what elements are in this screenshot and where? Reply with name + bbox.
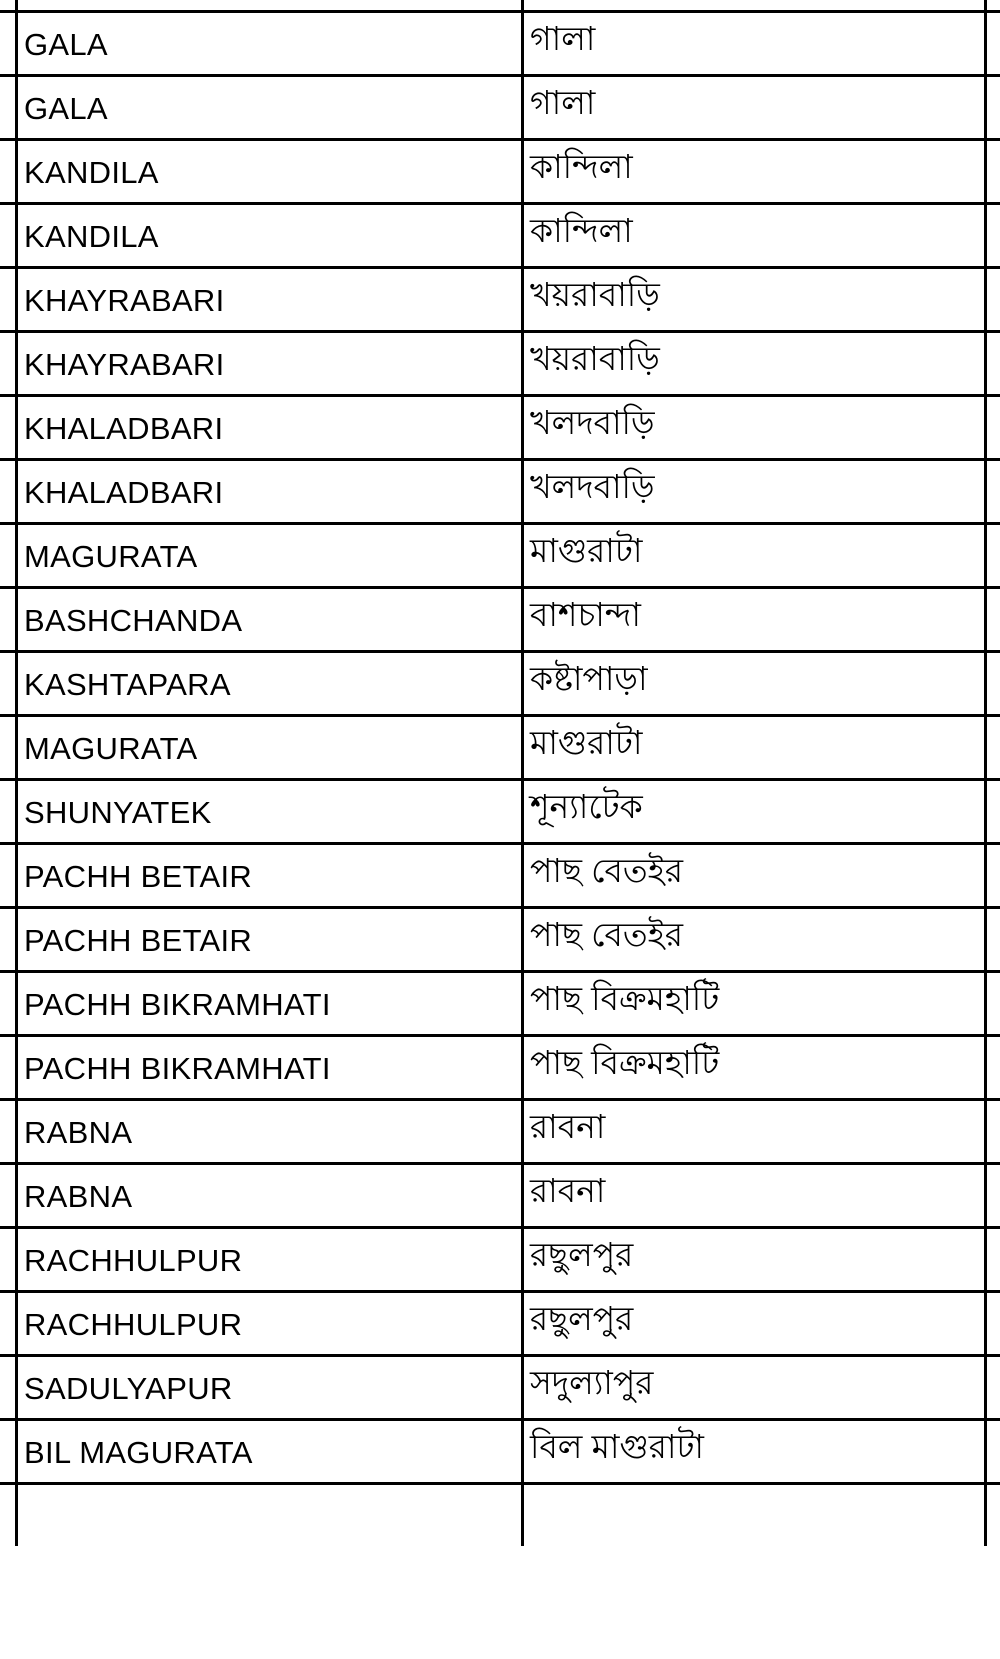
bengali-name-cell: পাছ বেতইর xyxy=(530,852,683,889)
english-name-cell: KHAYRABARI xyxy=(24,347,225,382)
english-name-cell: RACHHULPUR xyxy=(24,1307,243,1342)
table-row xyxy=(0,781,1000,845)
table-row xyxy=(0,973,1000,1037)
english-name-cell: MAGURATA xyxy=(24,731,198,766)
table-row xyxy=(0,1101,1000,1165)
table-row xyxy=(0,205,1000,269)
table-row xyxy=(0,1421,1000,1485)
table-row xyxy=(0,333,1000,397)
table-row xyxy=(0,525,1000,589)
bengali-name-cell: খলদবাড়ি xyxy=(530,468,655,505)
table-row xyxy=(0,269,1000,333)
english-name-cell: GALA xyxy=(24,27,108,62)
bengali-name-cell: মাগুরাটা xyxy=(530,532,643,569)
table-row xyxy=(0,845,1000,909)
english-name-cell: BASHCHANDA xyxy=(24,603,243,638)
english-name-cell: PACHH BIKRAMHATI xyxy=(24,1051,331,1086)
table-row xyxy=(0,909,1000,973)
table-row xyxy=(0,717,1000,781)
table-row xyxy=(0,77,1000,141)
bengali-name-cell: কান্দিলা xyxy=(530,148,633,185)
bengali-name-cell: রছুলপুর xyxy=(530,1236,634,1273)
table-row xyxy=(0,461,1000,525)
table-left-border xyxy=(15,0,18,1546)
english-name-cell: GALA xyxy=(24,91,108,126)
bengali-name-cell: খয়রাবাড়ি xyxy=(530,276,660,313)
table-row xyxy=(0,1357,1000,1421)
english-name-cell: RABNA xyxy=(24,1115,133,1150)
column-divider xyxy=(521,0,524,1546)
english-name-cell: KANDILA xyxy=(24,219,159,254)
bengali-name-cell: মাগুরাটা xyxy=(530,724,643,761)
bengali-name-cell: রাবনা xyxy=(530,1108,606,1145)
place-name-table xyxy=(0,13,1000,1485)
english-name-cell: KANDILA xyxy=(24,155,159,190)
table-row xyxy=(0,13,1000,77)
bengali-name-cell: বাশচান্দা xyxy=(530,596,641,633)
bengali-name-cell: খয়রাবাড়ি xyxy=(530,340,660,377)
bengali-name-cell: গালা xyxy=(530,20,596,57)
english-name-cell: KHAYRABARI xyxy=(24,283,225,318)
bengali-name-cell: শূন্যাটেক xyxy=(530,788,643,825)
english-name-cell: MAGURATA xyxy=(24,539,198,574)
english-name-cell: SHUNYATEK xyxy=(24,795,212,830)
table-row xyxy=(0,1229,1000,1293)
bengali-name-cell: কান্দিলা xyxy=(530,212,633,249)
english-name-cell: KASHTAPARA xyxy=(24,667,231,702)
bengali-name-cell: সদুল্যাপুর xyxy=(530,1364,654,1401)
bengali-name-cell: কষ্টাপাড়া xyxy=(530,660,648,697)
bengali-name-cell: পাছ বিক্রমহাটি xyxy=(530,1044,720,1081)
english-name-cell: PACHH BETAIR xyxy=(24,923,253,958)
table-row xyxy=(0,653,1000,717)
table-row xyxy=(0,397,1000,461)
table-row xyxy=(0,1293,1000,1357)
table-row xyxy=(0,1037,1000,1101)
bengali-name-cell: গালা xyxy=(530,84,596,121)
bengali-name-cell: বিল মাগুরাটা xyxy=(530,1428,704,1465)
table-row xyxy=(0,1165,1000,1229)
bengali-name-cell: পাছ বিক্রমহাটি xyxy=(530,980,720,1017)
bengali-name-cell: পাছ বেতইর xyxy=(530,916,683,953)
english-name-cell: PACHH BIKRAMHATI xyxy=(24,987,331,1022)
english-name-cell: RABNA xyxy=(24,1179,133,1214)
english-name-cell: KHALADBARI xyxy=(24,411,224,446)
bengali-name-cell: রছুলপুর xyxy=(530,1300,634,1337)
table-row xyxy=(0,141,1000,205)
english-name-cell: RACHHULPUR xyxy=(24,1243,243,1278)
table-row xyxy=(0,589,1000,653)
bengali-name-cell: খলদবাড়ি xyxy=(530,404,655,441)
english-name-cell: BIL MAGURATA xyxy=(24,1435,253,1470)
bengali-name-cell: রাবনা xyxy=(530,1172,606,1209)
english-name-cell: SADULYAPUR xyxy=(24,1371,233,1406)
english-name-cell: PACHH BETAIR xyxy=(24,859,253,894)
english-name-cell: KHALADBARI xyxy=(24,475,224,510)
table-right-border xyxy=(984,0,987,1546)
